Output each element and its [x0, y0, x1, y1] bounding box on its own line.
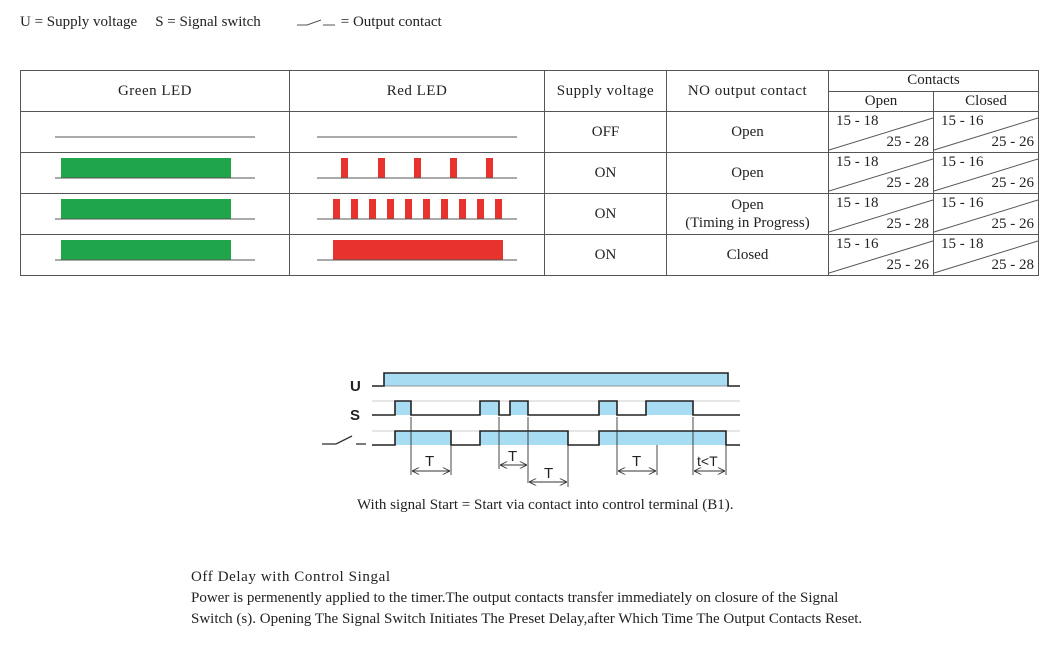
contact-open-bottom: 25 - 28: [886, 216, 929, 232]
contact-closed-top: 15 - 16: [941, 154, 984, 170]
table-row: [21, 194, 1039, 235]
legend-signal-switch: S = Signal switch: [155, 14, 261, 30]
red-led-indicator: [317, 158, 517, 188]
legend: [20, 14, 442, 31]
description-line-1: Power is permenently applied to the timer.The output contacts transfer immediately on closure of the Signal: [191, 590, 839, 606]
header-contacts: Contacts: [829, 71, 1039, 92]
red-led-cell: [290, 153, 545, 194]
output-contact-value: Open: [667, 112, 829, 153]
contact-open-bottom: 25 - 28: [886, 175, 929, 191]
contact-open-top: 15 - 16: [836, 236, 879, 252]
legend-output-contact: = Output contact: [340, 14, 442, 30]
output-contact-icon: [297, 17, 337, 29]
description-line-2: Switch (s). Opening The Signal Switch Initiates The Preset Delay,after Which Time The Output Contacts Reset.: [191, 611, 863, 627]
contact-open-bottom: 25 - 26: [886, 257, 929, 273]
table-row: [21, 235, 1039, 276]
supply-voltage-value: ON: [545, 194, 667, 235]
header-output-contact: NO output contact: [667, 71, 829, 112]
table-row: [21, 112, 1039, 153]
green-led-cell: [21, 194, 290, 235]
contacts-open-cell: [829, 235, 934, 276]
timing-dimensions: [411, 417, 726, 487]
supply-voltage-trace: [372, 373, 740, 386]
red-led-indicator: [317, 240, 517, 270]
red-led-cell: [290, 194, 545, 235]
contacts-open-cell: [829, 153, 934, 194]
timing-caption: With signal Start = Start via contact into control terminal (B1).: [357, 497, 734, 513]
output-contact-value: Open: [667, 153, 829, 194]
red-led-cell: [290, 112, 545, 153]
contact-closed-bottom: 25 - 26: [991, 216, 1034, 232]
green-led-cell: [21, 153, 290, 194]
timing-label-u: U: [350, 378, 361, 395]
red-led-indicator: [317, 199, 517, 229]
timing-label-t2: T: [508, 448, 518, 465]
header-green-led: Green LED: [21, 71, 290, 112]
signal-switch-trace: [372, 401, 740, 415]
legend-supply-voltage: U = Supply voltage: [20, 14, 138, 30]
description-title: Off Delay with Control Singal: [191, 569, 391, 585]
green-led-indicator: [55, 240, 255, 270]
output-contact-value: Closed: [667, 235, 829, 276]
green-led-indicator: [55, 117, 255, 147]
header-supply-voltage: Supply voltage: [545, 71, 667, 112]
green-led-cell: [21, 235, 290, 276]
red-led-indicator: [317, 117, 517, 147]
supply-voltage-value: ON: [545, 153, 667, 194]
led-status-table: [20, 70, 1039, 276]
contact-closed-top: 15 - 16: [941, 113, 984, 129]
supply-voltage-value: ON: [545, 235, 667, 276]
contacts-closed-cell: [934, 153, 1039, 194]
contacts-closed-cell: [934, 112, 1039, 153]
green-led-indicator: [55, 158, 255, 188]
contact-closed-bottom: 25 - 26: [991, 134, 1034, 150]
contacts-closed-cell: [934, 235, 1039, 276]
output-contact-value: [667, 194, 829, 235]
timing-diagram: [320, 365, 740, 495]
contact-closed-bottom: 25 - 26: [991, 175, 1034, 191]
green-led-cell: [21, 112, 290, 153]
description: [191, 567, 862, 630]
output-contact-icon: [322, 436, 366, 444]
timing-label-t1: T: [425, 453, 435, 470]
contact-closed-top: 15 - 18: [941, 236, 984, 252]
header-contacts-open: Open: [829, 91, 934, 112]
timing-label-t3: T: [544, 465, 554, 482]
contact-open-top: 15 - 18: [836, 195, 879, 211]
header-red-led: Red LED: [290, 71, 545, 112]
red-led-cell: [290, 235, 545, 276]
green-led-indicator: [55, 199, 255, 229]
timing-label-t4: T: [632, 453, 642, 470]
contact-open-top: 15 - 18: [836, 154, 879, 170]
contact-closed-top: 15 - 16: [941, 195, 984, 211]
table-row: [21, 153, 1039, 194]
contact-open-top: 15 - 18: [836, 113, 879, 129]
output-contact-trace: [372, 431, 740, 445]
timing-label-t-less: t<T: [697, 453, 718, 469]
contact-open-bottom: 25 - 28: [886, 134, 929, 150]
output-contact-line2: (Timing in Progress): [685, 215, 810, 231]
contact-closed-bottom: 25 - 28: [991, 257, 1034, 273]
supply-voltage-value: OFF: [545, 112, 667, 153]
contacts-closed-cell: [934, 194, 1039, 235]
header-contacts-closed: Closed: [934, 91, 1039, 112]
contacts-open-cell: [829, 112, 934, 153]
output-contact-line1: Open: [731, 197, 764, 213]
contacts-open-cell: [829, 194, 934, 235]
timing-label-s: S: [350, 407, 361, 424]
